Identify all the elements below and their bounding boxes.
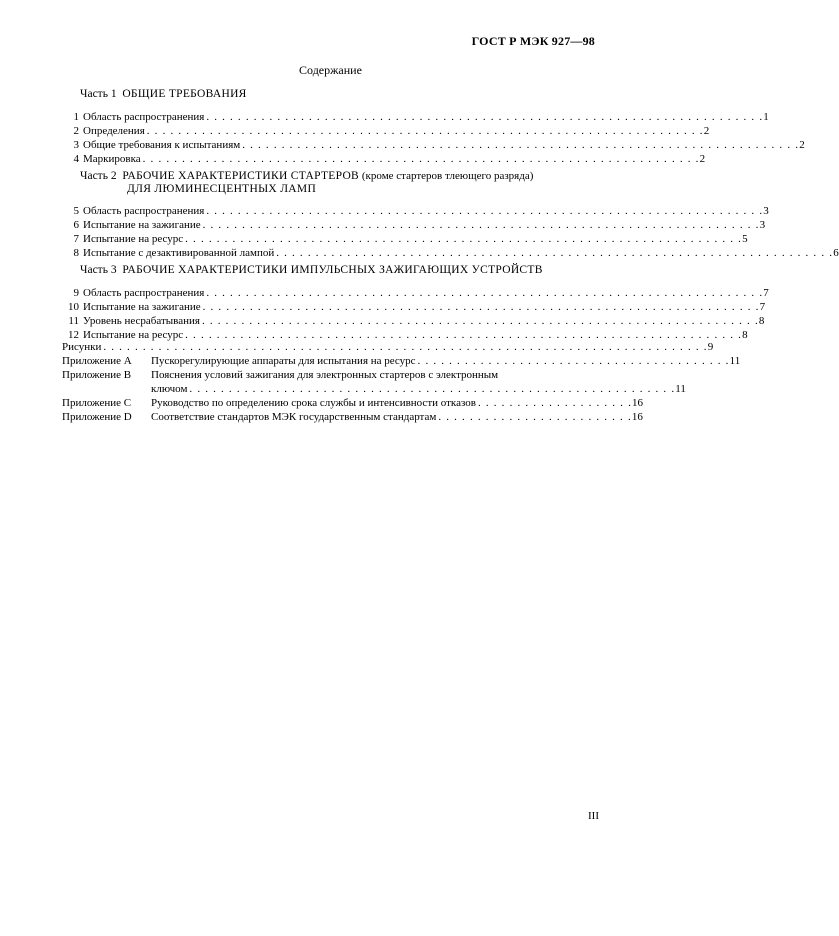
part-1-heading <box>80 88 247 100</box>
entry-page: 7 <box>759 301 766 313</box>
entry-number: 5 <box>73 205 79 217</box>
annex-title: Пускорегулирующие аппараты для испытания на ресурс <box>151 355 416 367</box>
part-caption-continued: ДЛЯ ЛЮМИНЕСЦЕНТНЫХ ЛАМП <box>127 183 317 195</box>
entry-page: 1 <box>763 111 769 123</box>
leader-dots: . . . . . . . . . . . . . . . . . . . . . . . . . . . . . . . . . . . . . . . . . . . . . . . . . . . . . . . . . . . . . . . . . . . . . . . . . . . . . <box>103 341 708 353</box>
entry-title: Определения <box>83 125 145 137</box>
annex-label: Приложение A <box>62 355 132 367</box>
annex-title: Пояснения условий зажигания для электронных стартеров с электронным <box>151 369 499 381</box>
toc-annex-d[interactable] <box>62 410 643 424</box>
entry-title: Испытание с дезактивированной лампой <box>83 247 275 259</box>
leader-dots: . . . . . . . . . . . . . . . . . . . . . . . . . . . . . . . . . . . . . . . . . . . . . . . . . . . . . . . . . . . . . . . . . . . . . . . <box>146 125 704 137</box>
toc-annex-c[interactable] <box>62 396 644 410</box>
annex-title: Соответствие стандартов МЭК государственным стандартам <box>151 411 437 423</box>
entry-page: 3 <box>759 219 766 231</box>
toc-entry[interactable] <box>61 218 766 232</box>
entry-page: 2 <box>703 125 710 137</box>
entry-title: Область распространения <box>83 205 205 217</box>
document-header: ГОСТ Р МЭК 927—98 <box>471 34 595 48</box>
leader-dots: . . . . . . . . . . . . . . . . . . . . . . . . . . . . . . . . . . . . . . . . . . . . . . . . . . . . . . . . . . . . . . <box>189 383 676 395</box>
leader-dots: . . . . . . . . . . . . . . . . . . . . . . . . . . . . . . . . . . . . . . . . . . . . . . . . . . . . . . . . . . . . . . . . . . . . . . . <box>185 329 743 341</box>
toc-entry[interactable] <box>61 246 839 260</box>
annex-page: 16 <box>632 397 644 409</box>
entry-number: 12 <box>68 329 79 341</box>
annex-label: Приложение C <box>62 397 132 409</box>
annex-title-continued: ключом <box>151 383 188 395</box>
toc-figures[interactable] <box>62 340 714 354</box>
figures-title: Рисунки <box>62 341 102 353</box>
toc-entry[interactable] <box>61 152 706 166</box>
toc-entry[interactable] <box>61 204 769 218</box>
entry-number: 4 <box>73 153 79 165</box>
part-label: Часть 3 <box>80 264 117 276</box>
toc-entry[interactable] <box>61 300 766 314</box>
leader-dots: . . . . . . . . . . . . . . . . . . . . . . . . . . . . . . . . . . . . . . . . . . . . . . . . . . . . . . . . . . . . . . . . . . . . . . . <box>142 153 700 165</box>
leader-dots: . . . . . . . . . . . . . . . . . . . . . . . . . . . . . . . . . . . . . . . . . . . . . . . . . . . . . . . . . . . . . . . . . . . . . . . <box>242 139 800 151</box>
leader-dots: . . . . . . . . . . . . . . . . . . . . . . . . . . . . . . . . . . . . . . . . . . . . . . . . . . . . . . . . . . . . . . . . . . . . . . . <box>202 219 760 231</box>
leader-dots: . . . . . . . . . . . . . . . . . . . . . . . . . . . . . . . . . . . . . . . . . . . . . . . . . . . . . . . . . . . . . . . . . . . . . . . <box>206 111 764 123</box>
entry-number: 3 <box>73 139 79 151</box>
part-caption: ОБЩИЕ ТРЕБОВАНИЯ <box>122 88 247 100</box>
toc-title: Содержание <box>299 63 362 77</box>
part-label: Часть 2 <box>80 170 117 182</box>
part-caption: РАБОЧИЕ ХАРАКТЕРИСТИКИ СТАРТЕРОВ <box>122 170 360 182</box>
leader-dots: . . . . . . . . . . . . . . . . . . . . . . . . . . . . . . . . . . . . . . . . . . . . . . . . . . . . . . . . . . . . . . . . . . . . . . . <box>276 247 834 259</box>
entry-page: 6 <box>833 247 839 259</box>
entry-number: 11 <box>68 315 79 327</box>
entry-page: 8 <box>758 315 765 327</box>
entry-page: 8 <box>742 329 748 341</box>
toc-annex-a[interactable] <box>62 354 741 368</box>
leader-dots: . . . . . . . . . . . . . . . . . . . . . . . . . . . . . . . . . . . . . . . . . . . . . . . . . . . . . . . . . . . . . . . . . . . . . . . <box>206 287 764 299</box>
entry-page: 2 <box>699 153 706 165</box>
part-label: Часть 1 <box>80 88 117 100</box>
entry-number: 1 <box>73 111 79 123</box>
toc-entry[interactable] <box>61 124 710 138</box>
part-caption: РАБОЧИЕ ХАРАКТЕРИСТИКИ ИМПУЛЬСНЫХ ЗАЖИГАЮЩИХ УСТРОЙСТВ <box>122 264 543 276</box>
toc-entry[interactable] <box>61 286 769 300</box>
leader-dots: . . . . . . . . . . . . . . . . . . . . . . . . . . . . . . . . . . . . . . . . . . . . . . . . . . . . . . . . . . . . . . . . . . . . . . . <box>201 315 759 327</box>
entry-number: 9 <box>73 287 79 299</box>
part-caption-note: (кроме стартеров тлеющего разряда) <box>361 170 534 182</box>
part-2-heading <box>80 170 533 182</box>
page-number: III <box>588 810 599 822</box>
entry-title: Область распространения <box>83 111 205 123</box>
toc-entry[interactable] <box>61 314 765 328</box>
entry-title: Уровень несрабатывания <box>83 315 200 327</box>
part-3-heading <box>80 264 543 276</box>
annex-label: Приложение D <box>62 411 132 423</box>
toc-entry[interactable] <box>61 232 748 246</box>
entry-number: 8 <box>73 247 79 259</box>
annex-label: Приложение B <box>62 369 132 381</box>
entry-title: Общие требования к испытаниям <box>83 139 241 151</box>
toc-annex-b[interactable] <box>62 368 686 396</box>
entry-number: 2 <box>73 125 79 137</box>
leader-dots: . . . . . . . . . . . . . . . . . . . . . . . . . . . . . . . . . . . . . . . . . . . . . . . . . . . . . . . . . . . . . . . . . . . . . . . <box>206 205 764 217</box>
entry-page: 3 <box>763 205 769 217</box>
leader-dots: . . . . . . . . . . . . . . . . . . . . . . . . . . . . . . . . . . . . . . . . . . . . . . . . . . . . . . . . . . . . . . . . . . . . . . . <box>202 301 760 313</box>
leader-dots: . . . . . . . . . . . . . . . . . . . . . . . . . . . . . . . . . . . . . . . . . . . . . . . . . . . . . . . . . . . . . . . . . . . . . . . <box>185 233 743 245</box>
entry-page: 5 <box>742 233 748 245</box>
toc-entry[interactable] <box>61 110 769 124</box>
annex-page: 11 <box>675 383 686 395</box>
entry-page: 2 <box>799 139 805 151</box>
entry-title: Испытание на зажигание <box>83 301 201 313</box>
entry-title: Маркировка <box>83 153 141 165</box>
entry-number: 10 <box>68 301 79 313</box>
leader-dots: . . . . . . . . . . . . . . . . . . . . . . . . . . . . . . . . . . . . . . . . <box>417 355 730 367</box>
entry-number: 7 <box>73 233 79 245</box>
figures-page: 9 <box>707 341 714 353</box>
entry-title: Испытание на зажигание <box>83 219 201 231</box>
annex-title: Руководство по определению срока службы и интенсивности отказов <box>151 397 476 409</box>
leader-dots: . . . . . . . . . . . . . . . . . . . . . . . . . <box>438 411 632 423</box>
entry-title: Область распространения <box>83 287 205 299</box>
part-2-heading-line2 <box>127 183 316 195</box>
entry-page: 7 <box>763 287 769 299</box>
annex-page: 11 <box>729 355 741 367</box>
entry-title: Испытание на ресурс <box>83 329 184 341</box>
entry-title: Испытание на ресурс <box>83 233 184 245</box>
leader-dots: . . . . . . . . . . . . . . . . . . . . <box>477 397 633 409</box>
entry-number: 6 <box>73 219 79 231</box>
toc-entry[interactable] <box>61 138 805 152</box>
annex-page: 16 <box>631 411 643 423</box>
